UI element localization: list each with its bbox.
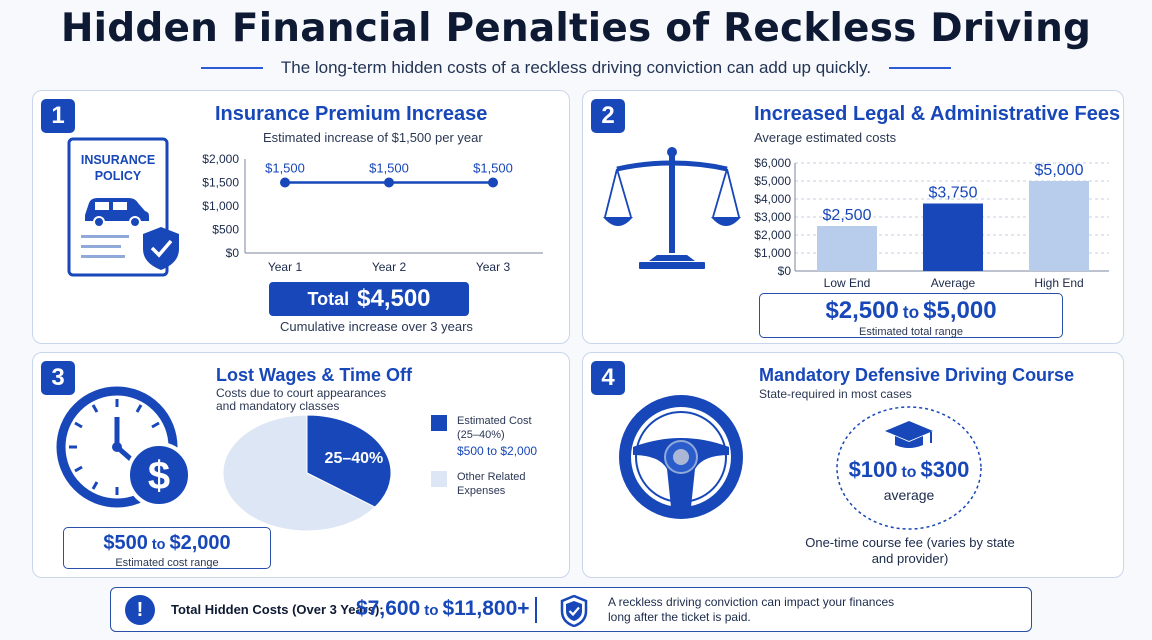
footer-to: to xyxy=(424,602,439,619)
subtitle-left-rule xyxy=(201,67,263,69)
data-label: $1,500 xyxy=(473,160,513,176)
x-tick-label: Year 1 xyxy=(267,260,303,274)
y-tick-label: $0 xyxy=(225,246,239,260)
data-label: $5,000 xyxy=(1034,162,1084,179)
data-label: $2,500 xyxy=(822,207,872,224)
panel-title: Mandatory Defensive Driving Course xyxy=(759,365,1075,385)
panel-legal-fees xyxy=(582,90,1124,344)
range-to: to xyxy=(151,537,166,553)
subtitle-right-rule xyxy=(889,67,951,69)
footer-low: $7,600 xyxy=(356,597,421,620)
range-low: $500 xyxy=(103,532,148,554)
y-tick-label: $3,000 xyxy=(754,210,791,224)
data-label: $1,500 xyxy=(369,160,409,176)
pie-legend xyxy=(431,413,561,511)
range-to: to xyxy=(902,302,920,322)
panel-subtitle: Average estimated costs xyxy=(754,130,897,145)
panel-subtitle-line1: Costs due to court appearances xyxy=(216,386,387,400)
legal-fees-bar-chart xyxy=(743,147,1113,293)
panel-subtitle: Estimated increase of $1,500 per year xyxy=(263,130,483,145)
insurance-caption: Cumulative increase over 3 years xyxy=(280,319,473,334)
footer-divider xyxy=(535,597,537,623)
subtitle-row xyxy=(0,58,1152,78)
course-cost xyxy=(835,457,983,483)
page-subtitle: The long-term hidden costs of a reckless driving conviction can add up quickly. xyxy=(280,58,872,77)
alert-icon: ! xyxy=(125,595,155,625)
y-tick-label: $4,000 xyxy=(754,192,791,206)
slice-label: 25–40% xyxy=(324,450,384,468)
legend-label-line2: (25–40%) xyxy=(457,429,505,441)
footer-message-line2: long after the ticket is paid. xyxy=(608,610,751,624)
cost-high: $300 xyxy=(920,457,970,482)
footer-summary xyxy=(110,587,1032,632)
legend-label-line2: Expenses xyxy=(457,485,506,497)
cost-to: to xyxy=(901,464,917,481)
panel-title: Increased Legal & Administrative Fees xyxy=(754,103,1121,125)
data-point xyxy=(488,178,498,188)
legend-item-other xyxy=(431,471,561,511)
panel-subtitle: State-required in most cases xyxy=(759,387,912,401)
legend-label-line1: Estimated Cost xyxy=(457,415,532,427)
graduation-cap-icon xyxy=(885,421,933,448)
y-tick-label: $500 xyxy=(212,222,239,237)
total-label: Total xyxy=(307,288,350,309)
range-low: $2,500 xyxy=(825,297,899,324)
legend-swatch-primary xyxy=(431,415,447,431)
insurance-total xyxy=(269,282,469,316)
range-high: $5,000 xyxy=(923,297,997,324)
x-tick-label: High End xyxy=(1034,276,1084,290)
x-tick-label: Year 2 xyxy=(371,260,407,274)
course-cost-caption: average xyxy=(883,487,935,503)
course-note-line1: One-time course fee (varies by state xyxy=(805,535,1015,550)
data-point xyxy=(280,178,290,188)
footer-total xyxy=(356,597,530,621)
shield-check-icon xyxy=(560,595,588,627)
y-tick-label: $0 xyxy=(777,264,791,278)
panel-subtitle-line2: and mandatory classes xyxy=(216,399,340,413)
bar xyxy=(817,226,877,271)
footer-label: Total Hidden Costs (Over 3 Years): xyxy=(171,602,384,617)
clock-dollar-icon xyxy=(53,385,193,509)
panel-lost-wages xyxy=(32,352,570,578)
bar xyxy=(923,204,983,272)
x-tick-label: Low End xyxy=(823,276,871,290)
y-tick-label: $2,000 xyxy=(754,228,791,242)
data-label: $3,750 xyxy=(928,184,978,202)
lost-wages-range xyxy=(63,527,271,569)
course-note-line2: and provider) xyxy=(871,551,949,566)
policy-label-line1: INSURANCE xyxy=(80,153,156,167)
panel-number-badge: 2 xyxy=(591,99,625,133)
insurance-line-chart xyxy=(193,149,553,275)
insurance-policy-icon xyxy=(65,135,187,279)
legend-value: $500 to $2,000 xyxy=(457,444,538,458)
panel-title: Insurance Premium Increase xyxy=(215,103,488,125)
cost-low: $100 xyxy=(848,457,898,482)
legend-item-estimated xyxy=(431,413,561,471)
panel-number-badge: 1 xyxy=(41,99,75,133)
x-tick-label: Year 3 xyxy=(475,260,511,274)
panel-title: Lost Wages & Time Off xyxy=(216,365,413,385)
y-tick-label: $2,000 xyxy=(202,152,239,166)
range-high: $2,000 xyxy=(169,532,231,554)
page-title: Hidden Financial Penalties of Reckless Driving xyxy=(60,6,1092,51)
y-tick-label: $6,000 xyxy=(754,156,791,170)
y-tick-label: $1,000 xyxy=(202,199,239,213)
range-caption: Estimated cost range xyxy=(115,557,219,569)
panel-driving-course xyxy=(582,352,1124,578)
y-tick-label: $1,500 xyxy=(202,175,239,190)
lost-wages-pie-chart xyxy=(219,411,399,537)
y-tick-label: $5,000 xyxy=(754,174,791,188)
steering-wheel-icon xyxy=(613,389,749,525)
range-caption: Estimated total range xyxy=(859,326,963,338)
x-tick-label: Average xyxy=(930,276,976,290)
panel-number-badge: 4 xyxy=(591,361,625,395)
footer-message-line1: A reckless driving conviction can impact your finances xyxy=(608,595,895,609)
svg-text:$: $ xyxy=(147,454,171,498)
panel-insurance xyxy=(32,90,570,344)
footer-high: $11,800+ xyxy=(442,597,530,620)
panel-number-badge: 3 xyxy=(41,361,75,395)
legend-label-line1: Other Related xyxy=(457,471,526,483)
scales-of-justice-icon xyxy=(603,143,741,271)
legal-fees-range xyxy=(759,293,1063,338)
data-point xyxy=(384,178,394,188)
bar xyxy=(1029,181,1089,271)
y-tick-label: $1,000 xyxy=(754,246,791,260)
total-value: $4,500 xyxy=(357,285,431,312)
data-label: $1,500 xyxy=(265,160,305,176)
legend-swatch-light xyxy=(431,471,447,487)
policy-label-line2: POLICY xyxy=(94,169,142,183)
